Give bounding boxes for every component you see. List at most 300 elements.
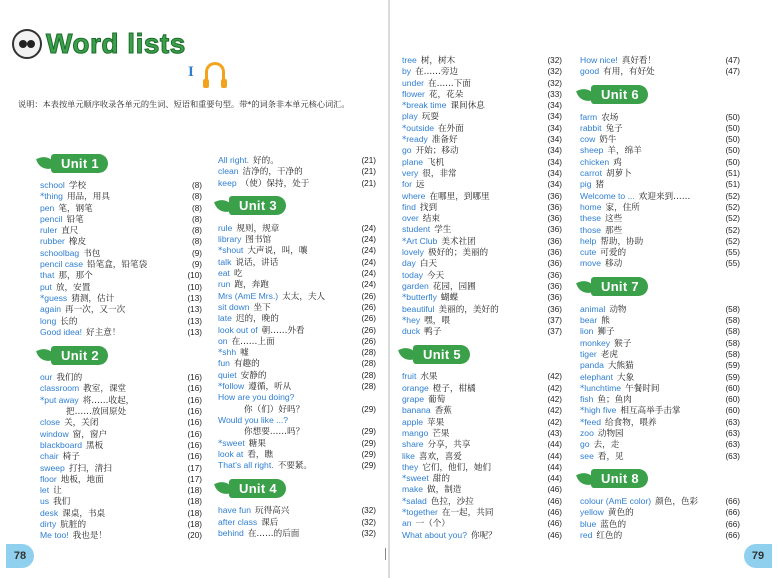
word-entry [40,270,202,281]
english-word: That's all right. [218,460,274,471]
chinese-meaning: 洁净的，干净的 [242,167,303,178]
chinese-meaning: 红色的 [596,530,623,541]
page-ref: (66) [725,519,740,529]
word-entry [580,123,740,134]
word-entry [402,89,562,100]
english-word: sheep [580,145,604,156]
chinese-meaning: 猴子 [614,338,632,349]
chinese-meaning: 关，关闭 [64,418,99,429]
chinese-meaning: 它们，他们，她们 [422,462,492,473]
word-entry [218,404,376,415]
word-entry [402,315,562,326]
word-entry [402,247,562,258]
word-entry [580,417,740,428]
page-ref: (34) [547,101,562,111]
page-ref: (66) [725,530,740,540]
chinese-meaning: 在……旁边 [415,67,459,78]
page-ref: (36) [547,304,562,314]
chinese-meaning: 在一起，共同 [441,507,494,518]
chinese-meaning: 动物园 [597,429,624,440]
page-ref: (46) [547,496,562,506]
english-word: help [580,235,597,246]
english-word: eat [218,268,230,279]
word-entry [218,245,376,256]
page-ref: (46) [547,519,562,529]
english-word: clean [218,166,239,177]
page-ref: (33) [547,89,562,99]
word-entry [402,258,562,269]
page-ref: (34) [547,180,562,190]
word-entry [402,78,562,89]
english-word: pig [580,179,592,190]
word-entry [218,178,376,189]
english-word: colour (AmE color) [580,495,652,506]
chinese-meaning: 规则，规章 [236,223,280,234]
page-ref: (24) [361,246,376,256]
core-marker: * [402,123,407,134]
chinese-meaning: 好主意！ [86,327,121,338]
word-entry [580,258,740,269]
book-spine [388,0,390,578]
english-word: shh [222,347,237,358]
word-entry [218,426,376,437]
page-ref: (36) [547,248,562,258]
page-number-right: 79 [744,544,772,568]
chinese-meaning: 欢迎来到…… [638,191,691,202]
chinese-meaning: 在……下面 [427,78,471,89]
page-ref: (26) [361,302,376,312]
column-1 [40,146,202,542]
chinese-meaning: 蓝色的 [600,519,627,530]
english-word: red [580,529,593,540]
word-entry [40,180,202,191]
english-word: banana [402,405,431,416]
unit-label: Unit 3 [229,196,286,215]
core-marker: * [580,406,585,417]
chinese-meaning: 铅笔 [66,214,84,225]
chinese-meaning: 图书馆 [245,235,272,246]
chinese-meaning: 极好的；美丽的 [427,248,489,259]
word-entry [580,405,740,416]
word-entry [218,528,376,539]
page-ref: (59) [725,361,740,371]
word-entry [402,462,562,473]
english-word: our [40,372,53,383]
word-entry [580,507,740,518]
page-ref: (34) [547,112,562,122]
chinese-meaning: 朝……外看 [261,325,305,336]
word-entry [580,394,740,405]
word-entry [580,519,740,530]
english-word: chair [40,451,59,462]
page-ref: (46) [547,530,562,540]
page-ref: (13) [187,316,202,326]
chinese-meaning: 教室，课堂 [83,384,127,395]
word-entry [218,257,376,268]
core-marker: * [402,293,407,304]
page-ref: (55) [725,248,740,258]
english-word: lovely [402,247,424,258]
word-entry [580,55,740,66]
chinese-meaning: 你（们）好吗？ [244,404,305,415]
chinese-meaning: 准备好 [431,135,458,146]
english-word: mango [402,427,429,438]
page-ref: (8) [191,203,202,213]
chinese-meaning: 把……放回原处 [66,407,127,418]
word-entry [402,394,562,405]
english-word: lion [580,326,594,337]
page-ref: (36) [547,214,562,224]
chinese-meaning: 猜测，估计 [71,293,115,304]
page-ref: (36) [547,293,562,303]
english-word: salad [406,495,427,506]
chinese-meaning: 你想要……吗？ [244,427,305,438]
english-word: carrot [580,168,602,179]
english-word: behind [218,528,244,539]
page-ref: (24) [361,280,376,290]
english-word: lunchtime [584,382,622,393]
english-word: have fun [218,505,251,516]
page-ref: (32) [361,517,376,527]
page-ref: (26) [361,325,376,335]
word-entry [580,428,740,439]
english-word: thing [44,191,63,202]
page-ref: (21) [361,156,376,165]
english-word: look out of [218,324,258,335]
english-word: desk [40,507,59,518]
word-entry [580,191,740,202]
chinese-meaning: 说话，讲话 [235,257,279,268]
chinese-meaning: 在……的后面 [247,529,300,540]
english-word: good [580,66,600,77]
page-ref: (16) [187,395,202,405]
page-ref: (18) [187,486,202,496]
unit-6-heading [578,84,648,106]
chinese-meaning: 学生 [434,225,452,236]
chinese-meaning: 好的。 [253,156,279,166]
core-marker: * [580,383,585,394]
word-entry [40,383,202,394]
english-word: long [40,315,57,326]
chinese-meaning: 看，瞧 [247,449,274,460]
english-word: an [402,518,412,529]
word-entry [40,519,202,530]
page-ref: (44) [547,451,562,461]
page-ref: (36) [547,270,562,280]
page-ref: (44) [547,474,562,484]
english-word: play [402,111,418,122]
word-entry [580,383,740,394]
chinese-meaning: 老虎 [600,349,618,360]
unit-8-heading [578,468,648,490]
chinese-meaning: 看，见 [597,451,624,462]
core-marker: * [218,348,223,359]
page-ref: (17) [187,474,202,484]
chinese-meaning: 树，树木 [420,56,456,66]
chinese-meaning: 那，那个 [58,271,93,282]
page-ref: (51) [725,169,740,179]
unit-label: Unit 4 [229,479,286,498]
page-ref: (52) [725,191,740,201]
word-entry [40,191,202,202]
english-word: farm [580,111,598,122]
word-entry [402,451,562,462]
chinese-meaning: 可爱的 [600,248,627,259]
page-ref: (16) [187,418,202,428]
word-entry [402,371,562,382]
page-ref: (63) [725,429,740,439]
core-marker: * [402,474,407,485]
english-word: again [40,304,62,315]
page-ref: (9) [191,260,202,270]
page-ref: (16) [187,440,202,450]
chinese-meaning: 真好看！ [621,56,657,66]
page-ref: (37) [547,315,562,325]
column-4 [580,55,740,541]
chinese-meaning: 有趣的 [233,359,260,370]
chinese-meaning: 猪 [595,180,605,191]
chinese-meaning: 遵循，听从 [248,382,292,393]
page-ref: (8) [191,237,202,247]
page-ref: (8) [191,192,202,202]
page-ref: (50) [725,146,740,156]
page-ref: (16) [187,384,202,394]
english-word: dirty [40,519,57,530]
word-entry [402,111,562,122]
core-marker: * [40,395,45,406]
english-word: library [218,234,242,245]
english-word: over [402,213,419,224]
word-entry [580,134,740,145]
page-ref: (46) [547,485,562,495]
chinese-meaning: 椅子 [62,452,80,463]
page-ref: (36) [547,281,562,291]
page-ref: (9) [191,248,202,258]
page-ref: (42) [547,383,562,393]
page-ref: (37) [547,327,562,337]
english-word: window [40,428,69,439]
english-word: hey [406,314,421,325]
chinese-meaning: 有用，有好处 [603,67,655,78]
chinese-meaning: 家，住所 [605,202,640,213]
page-ref: (44) [547,440,562,450]
english-word: pencil [40,213,63,224]
english-word: guess [44,292,68,303]
word-entry [218,449,376,460]
word-entry [402,145,562,156]
chinese-meaning: 花，花朵 [428,89,464,100]
page-ref: (63) [725,451,740,461]
chinese-meaning: 开始；移动 [415,146,459,157]
page-ref: (36) [547,259,562,269]
core-marker: * [218,246,223,257]
english-word: floor [40,473,57,484]
page-ref: (29) [361,461,376,471]
unit-4-heading [216,477,286,499]
english-word: those [580,224,602,235]
chinese-meaning: 帮助，协助 [600,236,644,247]
word-entry [402,157,562,168]
chinese-meaning: 在外面 [438,123,464,134]
word-entry [40,248,202,259]
english-word: What about you? [402,529,467,540]
english-word: fish [580,394,594,405]
page-ref: (34) [547,168,562,178]
english-word: home [580,201,602,212]
word-entry [40,214,202,225]
english-word: How nice! [580,55,618,65]
word-entry [580,202,740,213]
chinese-meaning: 橡皮 [68,237,87,248]
word-entry [402,123,562,134]
page-ref: (16) [187,373,202,383]
english-word: look at [218,448,244,459]
chinese-meaning: 太太，夫人 [282,291,326,302]
header [12,28,186,60]
page-ref: (52) [725,202,740,212]
page-ref: (58) [725,316,740,326]
chinese-meaning: 课桌，书桌 [62,508,106,519]
intro-note: 说明：本表按单元顺序收录各单元的生词、短语和重要句型。带*的词条非本单元核心词汇。 [18,99,350,109]
english-word: talk [218,256,232,267]
english-word: pencil case [40,259,83,270]
page-ref: (34) [547,157,562,167]
page-ref: (32) [547,67,562,77]
english-word: ready [406,134,428,145]
word-entry [40,395,202,406]
word-entry [40,485,202,496]
page-ref: (26) [361,314,376,324]
english-word: fun [218,358,230,369]
column-2 [218,155,376,539]
page-ref: (13) [187,305,202,315]
word-entry [218,505,376,516]
page-ref: (32) [361,529,376,539]
english-word: close [40,417,61,428]
chinese-meaning: 嘿，喂 [424,315,450,326]
word-entry [40,203,202,214]
english-word: rubber [40,236,65,247]
english-word: Art Club [406,235,438,246]
english-word: very [402,167,419,178]
word-entry [218,325,376,336]
page-ref: (26) [361,336,376,346]
english-word: put away [44,394,79,405]
word-entry [218,336,376,347]
chinese-meaning: 课间休息 [450,101,485,112]
core-marker: * [580,417,585,428]
word-entry [40,429,202,440]
word-entry [580,213,740,224]
page-ref: (44) [547,462,562,472]
unit-1-heading [38,152,108,174]
chinese-meaning: 胡萝卜 [605,169,632,180]
chinese-meaning: 鸡 [613,157,622,168]
word-entry [218,313,376,324]
chinese-meaning: 坐下 [253,302,271,313]
word-entry [402,518,562,529]
word-entry [218,223,376,234]
page-ref: (58) [725,327,740,337]
page-ref: (13) [187,327,202,337]
english-word: chicken [580,156,610,167]
english-word: classroom [40,383,80,394]
page-ref: (8) [191,226,202,236]
word-entry [402,530,562,541]
word-entry [580,530,740,541]
spine-tick [385,548,386,560]
unit-label: Unit 7 [591,277,648,296]
word-entry [402,168,562,179]
page-ref: (66) [725,496,740,506]
page-ref: (36) [547,236,562,246]
page-ref: (10) [187,271,202,281]
core-marker: * [402,507,407,518]
page-ref: (58) [725,349,740,359]
english-word: beautiful [402,303,435,314]
english-word: Would you like ...? [218,414,289,425]
chinese-meaning: 找到 [419,202,438,213]
chinese-meaning: 在……上面 [231,336,275,347]
english-word: for [402,179,413,190]
english-word: yellow [580,507,604,518]
page-ref: (18) [187,508,202,518]
english-word: together [406,506,438,517]
word-entry [40,417,202,428]
word-entry [218,234,376,245]
chinese-meaning: 美丽的，美好的 [438,304,499,315]
page-ref: (32) [547,56,562,65]
english-word: shout [222,245,244,256]
chinese-meaning: 在哪里，到哪里 [429,191,490,202]
core-marker: * [40,293,45,304]
page-ref: (66) [725,508,740,518]
chinese-meaning: 鸭子 [424,327,442,338]
word-entry [40,236,202,247]
english-word: sweet [406,473,429,484]
chinese-meaning: 大象 [616,372,635,383]
page-ref: (28) [361,370,376,380]
word-entry [580,315,740,326]
section-label: I [188,64,194,80]
page-ref: (50) [725,123,740,133]
english-word: garden [402,280,429,291]
chinese-meaning: 给食物，喂养 [605,417,657,428]
chinese-meaning: 兔子 [605,123,623,134]
chinese-meaning: 不要紧。 [277,461,313,472]
page-ref: (59) [725,372,740,382]
word-entry [402,292,562,303]
word-entry [40,372,202,383]
page-ref: (29) [361,404,376,414]
word-entry [218,370,376,381]
unit-2-heading [38,344,108,366]
unit-label: Unit 2 [51,346,108,365]
page-ref: (34) [547,135,562,145]
core-marker: * [402,315,407,326]
word-entry [580,247,740,258]
english-word: sit down [218,301,250,312]
chinese-meaning: 大熊猫 [607,361,634,372]
page-ref: (28) [361,348,376,358]
core-marker: * [218,438,223,449]
word-entry [218,302,376,313]
page-ref: (29) [361,449,376,459]
chinese-meaning: 那些 [605,225,623,236]
word-entry [40,225,202,236]
english-word: ruler [40,225,58,236]
chinese-meaning: 放，安置 [55,282,91,293]
